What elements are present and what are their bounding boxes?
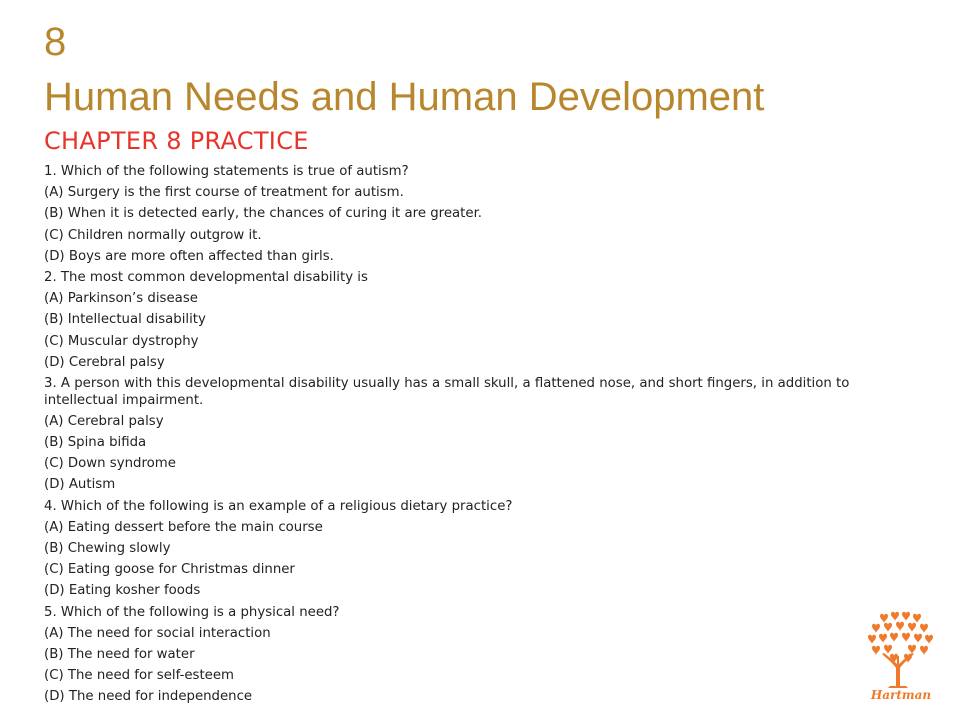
question-3-option-c: (C) Down syndrome	[44, 456, 176, 472]
question-1-stem: 1. Which of the following statements is true of autism?	[44, 164, 409, 179]
question-5-option-a: (A) The need for social interaction	[44, 625, 271, 641]
question-4-option-d: (D) Eating kosher foods	[44, 583, 201, 599]
question-3-option-d: (D) Autism	[44, 477, 116, 493]
question-1-option-c: (C) Children normally outgrow it.	[44, 227, 262, 243]
question-3-option-b: (B) Spina bifida	[44, 435, 147, 451]
question-1-option-d: (D) Boys are more often affected than girls.	[44, 248, 334, 264]
question-5-option-d: (D) The need for independence	[44, 689, 253, 705]
chapter-number: 8	[44, 20, 67, 64]
question-4-option-a: (A) Eating dessert before the main course	[44, 519, 323, 535]
question-3-stem: 3. A person with this developmental disability usually has a small skull, a flattened nose, and short fingers, in addition to intellectual impairment.	[44, 375, 850, 408]
question-2-option-c: (C) Muscular dystrophy	[44, 333, 199, 349]
question-3-option-a: (A) Cerebral palsy	[44, 413, 164, 429]
question-list	[44, 163, 914, 710]
chapter-title: Human Needs and Human Development	[44, 75, 765, 119]
question-5-option-b: (B) The need for water	[44, 646, 195, 662]
logo-wordmark: Hartman	[870, 688, 932, 702]
question-2-option-d: (D) Cerebral palsy	[44, 354, 165, 370]
question-2-option-a: (A) Parkinson’s disease	[44, 291, 198, 307]
question-2-stem: 2. The most common developmental disability is	[44, 269, 368, 285]
question-1-option-b: (B) When it is detected early, the chances of curing it are greater.	[44, 206, 483, 222]
question-5-option-c: (C) The need for self-esteem	[44, 668, 234, 684]
question-2-option-b: (B) Intellectual disability	[44, 312, 206, 328]
question-5-stem: 5. Which of the following is a physical need?	[44, 604, 340, 620]
question-4-option-b: (B) Chewing slowly	[44, 541, 171, 556]
question-4-stem: 4. Which of the following is an example of a religious dietary practice?	[44, 498, 513, 514]
section-heading: CHAPTER 8 PRACTICE	[44, 127, 309, 155]
question-1-option-a: (A) Surgery is the first course of treatment for autism.	[44, 185, 404, 201]
question-4-option-c: (C) Eating goose for Christmas dinner	[44, 562, 295, 578]
